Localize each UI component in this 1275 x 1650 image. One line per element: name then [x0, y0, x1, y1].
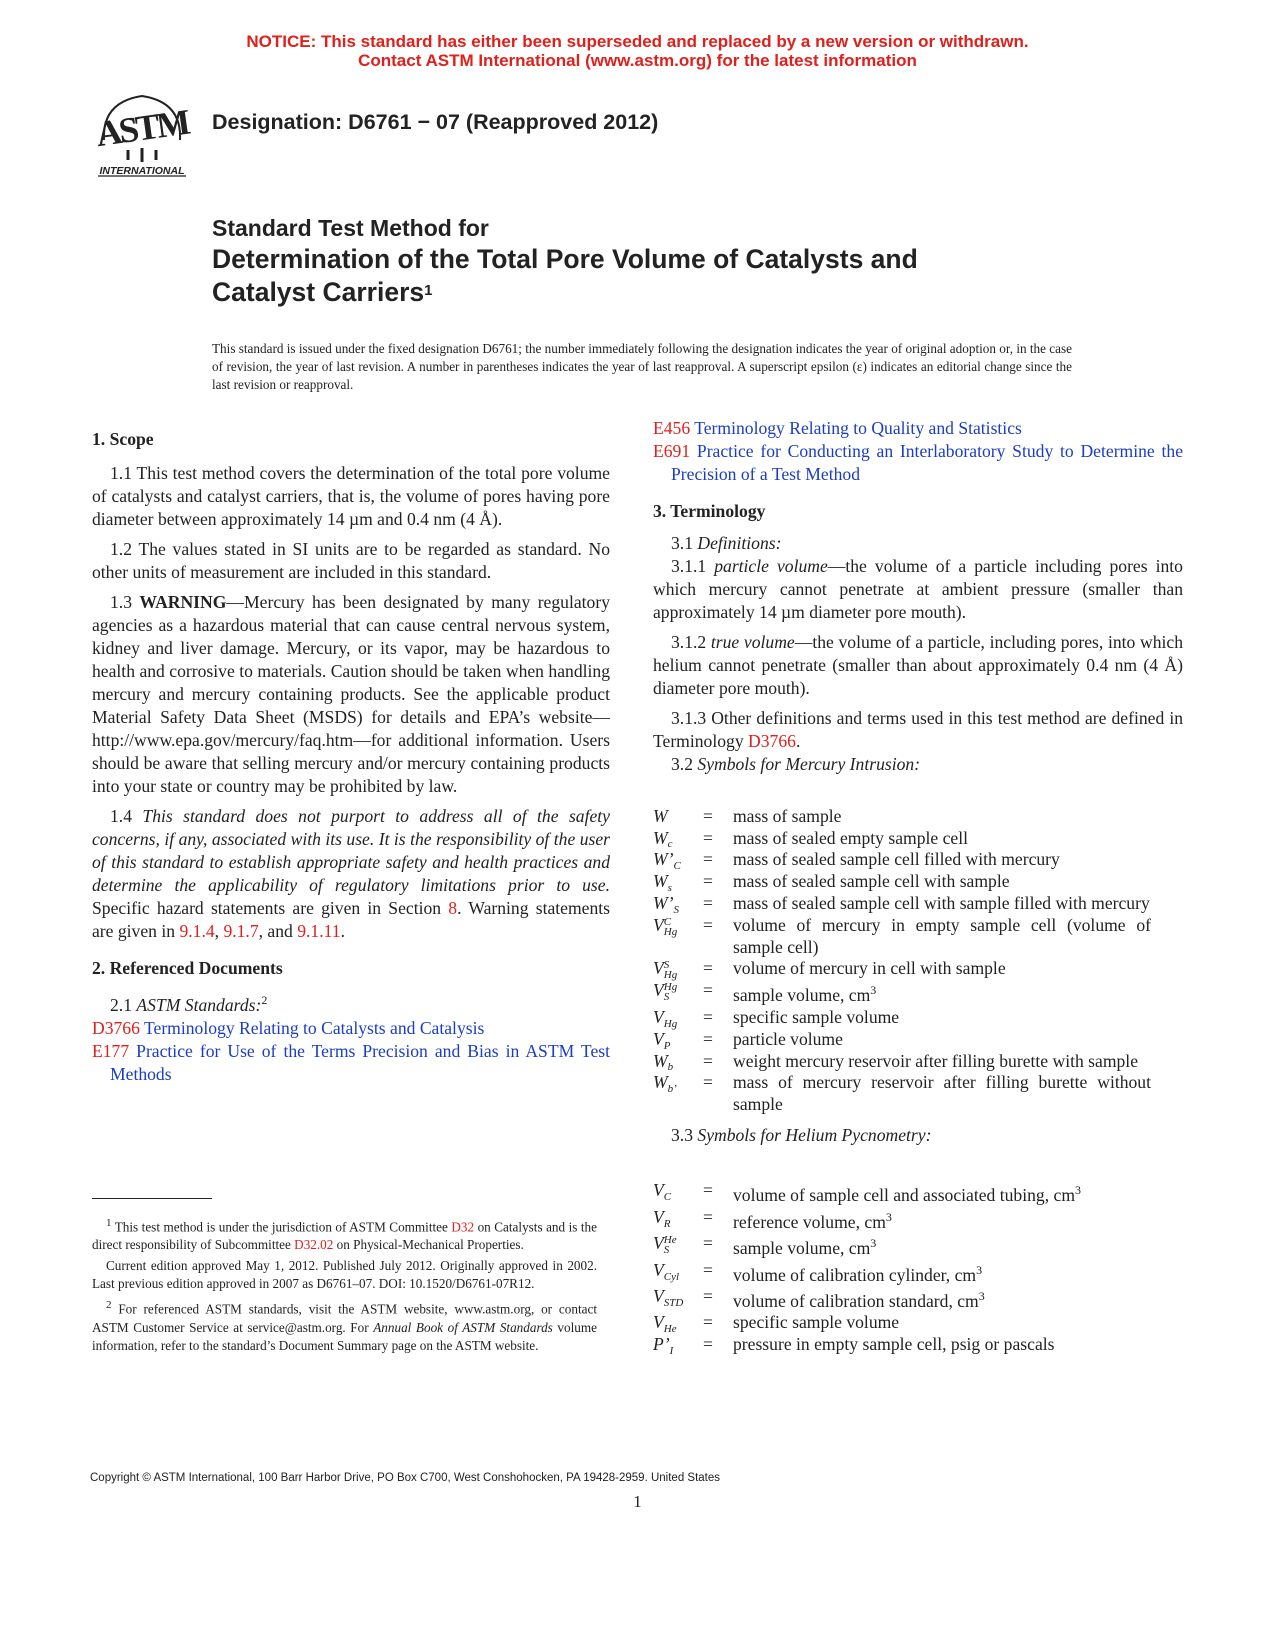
symbol-superscript: C: [663, 916, 672, 929]
symbol-equals: =: [703, 1334, 713, 1355]
footnote-2-italic: Annual Book of ASTM Standards: [373, 1319, 553, 1335]
mercury-symbols-num: 3.2: [671, 754, 698, 774]
title-line-1: Standard Test Method for: [212, 215, 489, 241]
symbol-row: [653, 915, 1151, 958]
symbol: [653, 1286, 703, 1312]
symbol-definition: [733, 1051, 1151, 1073]
symbol-subscript: He: [663, 1323, 677, 1336]
symbol-subscript: c: [667, 838, 673, 851]
symbol-definition: [733, 1180, 1151, 1206]
footnote-1-b: on Catalysts and is the direct responsibility of Subcommittee: [92, 1219, 597, 1253]
symbol: [653, 958, 703, 980]
title-line-2: Determination of the Total Pore Volume of Catalysts and: [212, 244, 918, 274]
definition-text: pressure in empty sample cell, psig or pascals: [733, 1334, 1055, 1355]
page-number: 1: [633, 1492, 642, 1511]
ref-d3766[interactable]: [92, 1017, 610, 1040]
symbol-equals: =: [703, 806, 713, 826]
symbol-equals: =: [703, 980, 713, 1001]
symbol-equals: =: [703, 1072, 713, 1093]
symbol: [653, 1180, 703, 1206]
symbol-definition: [733, 915, 1151, 958]
symbol: [653, 1260, 703, 1286]
astm-logo: [92, 82, 192, 178]
definition-unit-exponent: 3: [976, 1262, 983, 1277]
right-column: [653, 418, 1183, 1358]
symbol-equals: =: [703, 871, 713, 892]
definition-unit-exponent: 3: [870, 983, 877, 998]
symbol-scripts: [668, 1052, 674, 1072]
scope-1-3: [92, 591, 610, 798]
symbol-row: [653, 1007, 1151, 1029]
symbol: [653, 1051, 703, 1073]
symbol-equals: =: [703, 915, 713, 936]
symbol: [653, 806, 703, 828]
symbol-subscript: S: [663, 991, 670, 1004]
mercury-symbols-table: [653, 806, 1151, 1115]
scope-heading: 1. Scope: [92, 429, 154, 449]
logo-mark: ASTM: [93, 101, 191, 155]
scope-1-4-italic: This standard does not purport to address all of the safety concerns, if any, associated with its use. It is the responsibility of the user of this standard to establish appropriate safety and health practices and determine the applicability of regulatory limitations prior to use.: [92, 806, 610, 895]
symbol: [653, 1007, 703, 1029]
symbol-scripts: [664, 1288, 684, 1308]
definition-text: specific sample volume: [733, 1006, 900, 1027]
title-line-3-text: Catalyst Carriers: [212, 277, 425, 307]
ref-e177[interactable]: [92, 1040, 610, 1086]
definition-text: mass of sealed empty sample cell: [733, 827, 968, 848]
symbol-definition: [733, 1233, 1151, 1259]
symbol-definition: [733, 980, 1151, 1006]
symbol-row: [653, 828, 1151, 850]
symbol-base: W: [653, 1072, 668, 1093]
symbol-superscript: Hg: [663, 981, 678, 994]
symbol-base: V: [653, 1312, 664, 1333]
document-title: [212, 213, 1092, 309]
symbol-scripts: [664, 982, 677, 1002]
symbol-row: [653, 1312, 1151, 1334]
definition-text: volume of calibration standard, cm: [733, 1290, 979, 1311]
symbol-definition: [733, 871, 1151, 893]
symbol-row: [653, 980, 1151, 1006]
symbol-equals: =: [703, 849, 713, 870]
refdocs-sub-num: 2.1: [110, 994, 137, 1015]
designation: Designation: D6761 − 07 (Reapproved 2012): [212, 110, 659, 134]
definition-text: sample volume, cm: [733, 1238, 871, 1259]
symbol-equals: =: [703, 1028, 713, 1049]
link-d32[interactable]: D32: [451, 1219, 475, 1235]
link-9-1-11[interactable]: 9.1.11: [297, 921, 341, 941]
symbol-row: [653, 893, 1151, 915]
symbol-scripts: [664, 1262, 679, 1282]
ref-title[interactable]: Terminology Relating to Quality and Statistics: [690, 418, 1022, 438]
symbol-equals: =: [703, 827, 713, 848]
symbol-scripts: [668, 1074, 677, 1094]
symbol-base: V: [653, 1233, 664, 1254]
symbol-equals: =: [703, 1206, 713, 1227]
definition-text: volume of mercury in cell with sample: [733, 958, 1006, 979]
symbol-subscript: Cyl: [663, 1270, 680, 1283]
symbol: [653, 1072, 703, 1115]
symbol-definition: [733, 828, 1151, 850]
symbol-base: W: [653, 806, 668, 826]
symbol-scripts: [664, 1209, 671, 1229]
ref-e691[interactable]: [653, 440, 1183, 486]
symbol-equals: =: [703, 1285, 713, 1306]
def-true-volume: [653, 631, 1183, 700]
definition-text: volume of mercury in empty sample cell (volume of sample cell): [733, 915, 1151, 957]
scope-1-2: 1.2 The values stated in SI units are to be regarded as standard. No other units of measurement are included in this standard.: [92, 539, 610, 582]
scope-1-4-e: .: [340, 921, 345, 941]
footnote-divider: [92, 1198, 212, 1199]
footnote-1-mark: 1: [106, 1217, 112, 1229]
symbol-definition: [733, 1072, 1151, 1115]
symbol-equals: =: [703, 1006, 713, 1027]
issuance-statement: This standard is issued under the fixed designation D6761; the number immediately following the designation indicates the year of original adoption or, in the case of revision, the year of last revision. A number in parentheses indicates the year of last reapproval. A superscript epsilon (ε) indicates an editorial change since the last revision or reapproval.: [212, 341, 1072, 392]
symbol-definition: [733, 958, 1151, 980]
symbol: [653, 1207, 703, 1233]
symbol-definition: [733, 849, 1151, 871]
symbol-base: W: [653, 827, 668, 848]
ref-title[interactable]: Terminology Relating to Catalysts and Catalysis: [139, 1017, 485, 1038]
notice-line-2: Contact ASTM International (www.astm.org) for the latest information: [358, 51, 917, 70]
symbol-scripts: [670, 1336, 674, 1356]
notice-banner: [0, 32, 1275, 70]
symbol-base: V: [653, 1028, 664, 1049]
symbol: [653, 915, 703, 958]
symbol-definition: [733, 806, 1151, 828]
footnote-1-edition: Current edition approved May 1, 2012. Published July 2012. Originally approved in 2002. Last previous edition approved in 2007 as D6761–07. DOI: 10.1520/D6761-07R12.: [92, 1258, 597, 1292]
symbol-row: [653, 1207, 1151, 1233]
symbol: [653, 828, 703, 850]
symbol-scripts: [664, 1009, 677, 1029]
link-d32-02[interactable]: D32.02: [294, 1237, 334, 1253]
symbol-row: [653, 1051, 1151, 1073]
symbol-row: [653, 1233, 1151, 1259]
symbol: [653, 1029, 703, 1051]
helium-symbols-num: 3.3: [671, 1125, 698, 1146]
ref-code[interactable]: D3766: [92, 1017, 140, 1038]
refdocs-heading: 2. Referenced Documents: [92, 958, 283, 978]
footnote-1: [92, 1214, 597, 1254]
mercury-symbols-label: [653, 753, 1183, 776]
definition-text: mass of mercury reservoir after filling burette without sample: [733, 1072, 1151, 1114]
symbol-row: [653, 806, 1151, 828]
symbol-definition: [733, 1207, 1151, 1233]
definition-text: mass of sealed sample cell with sample filled with mercury: [733, 893, 1150, 914]
symbol-definition: [733, 1286, 1151, 1312]
symbol-scripts: [674, 851, 681, 871]
symbol: [653, 1312, 703, 1334]
definition-text: mass of sealed sample cell filled with mercury: [733, 849, 1060, 870]
symbol: [653, 1334, 703, 1356]
symbol-equals: =: [703, 1312, 713, 1333]
symbol: [653, 980, 703, 1006]
symbol-scripts: [664, 1182, 671, 1202]
scope-1-4-b: . Warning statements are given in: [92, 898, 610, 941]
notice-line-1: NOTICE: This standard has either been superseded and replaced by a new version or withdrawn.: [246, 32, 1029, 51]
symbol-base: V: [653, 980, 664, 1001]
symbol-row: [653, 1286, 1151, 1312]
symbol-scripts: [668, 873, 672, 893]
symbol-definition: [733, 1260, 1151, 1286]
symbol-row: [653, 1029, 1151, 1051]
definitions-text: Definitions:: [697, 533, 782, 553]
scope-1-4-num: 1.4: [110, 806, 143, 826]
ref-e456[interactable]: [653, 417, 1183, 440]
link-9-1-7[interactable]: 9.1.7: [223, 921, 259, 941]
symbol-equals: =: [703, 893, 713, 914]
ref-code[interactable]: E691: [653, 441, 691, 461]
footnote-2-a: For referenced ASTM standards, visit the ASTM website, www.astm.org, or contact ASTM Customer Service at service@astm.org. For: [92, 1301, 597, 1335]
symbol-base: V: [653, 1180, 664, 1201]
footnote-2-b: volume information, refer to the standard’s Document Summary page on the ASTM website.: [92, 1319, 597, 1353]
symbol-subscript: P: [663, 1039, 671, 1052]
symbol-definition: [733, 1312, 1151, 1334]
def-2-text: —the volume of a particle, including pores, into which helium cannot penetrate (smaller than about approximately 0.4 nm (4 Å) diameter pore mouth).: [653, 632, 1183, 698]
def-3-text: 3.1.3 Other definitions and terms used in this test method are defined in Terminology: [653, 708, 1183, 751]
symbol-base: W’: [653, 893, 674, 914]
symbol-row: [653, 1334, 1151, 1356]
definition-text: mass of sample: [733, 806, 842, 826]
symbol-scripts: [668, 829, 673, 849]
symbol-equals: =: [703, 1050, 713, 1071]
symbol-scripts: [664, 960, 677, 980]
symbol-scripts: [664, 1031, 671, 1051]
copyright: Copyright © ASTM International, 100 Barr Harbor Drive, PO Box C700, West Conshohocken, PA 19428-2959. United States: [90, 1472, 721, 1484]
warning-label: WARNING: [139, 592, 227, 612]
def-1-term: particle volume: [714, 556, 828, 576]
symbol-row: [653, 1180, 1151, 1206]
left-column: [92, 428, 610, 1086]
symbol-base: P’: [653, 1334, 670, 1355]
symbol-equals: =: [703, 1180, 713, 1201]
def-particle-volume: [653, 555, 1183, 624]
link-d3766[interactable]: D3766: [748, 731, 796, 751]
symbol-subscript: Hg: [663, 1017, 678, 1030]
footnote-2-mark: 2: [106, 1299, 112, 1312]
symbol-subscript: S: [663, 1244, 670, 1257]
def-2-num: 3.1.2: [671, 632, 711, 652]
footnote-2: [92, 1296, 597, 1354]
symbol-base: V: [653, 1285, 664, 1306]
definition-text: weight mercury reservoir after filling burette with sample: [733, 1050, 1138, 1071]
symbol-superscript: S: [663, 959, 670, 972]
definition-unit-exponent: 3: [885, 1209, 892, 1224]
helium-symbols-text: Symbols for Helium Pycnometry:: [697, 1125, 932, 1146]
link-section-8[interactable]: 8: [448, 898, 458, 918]
definition-unit-exponent: 3: [870, 1236, 877, 1251]
def-other: [653, 707, 1183, 753]
symbol-row: [653, 849, 1151, 871]
refdocs-sub-label: ASTM Standards:: [136, 994, 262, 1015]
symbol-base: V: [653, 915, 664, 936]
refdocs-footnote-mark[interactable]: 2: [261, 993, 268, 1007]
ref-code[interactable]: E177: [92, 1040, 130, 1061]
symbol-subscript: STD: [663, 1296, 684, 1309]
symbol-definition: [733, 1334, 1151, 1356]
definition-unit-exponent: 3: [978, 1288, 985, 1303]
scope-1-4-c: ,: [214, 921, 224, 941]
symbol-equals: =: [703, 958, 713, 979]
symbol-base: W: [653, 1050, 668, 1071]
symbol-base: W: [653, 871, 668, 892]
scope-1-4: [92, 805, 610, 943]
link-9-1-4[interactable]: 9.1.4: [179, 921, 215, 941]
definition-text: volume of sample cell and associated tubing, cm: [733, 1185, 1076, 1206]
symbol-base: V: [653, 1206, 664, 1227]
definition-text: particle volume: [733, 1028, 843, 1049]
logo-label: INTERNATIONAL: [99, 165, 185, 177]
footnote-1-c: on Physical-Mechanical Properties.: [333, 1237, 524, 1253]
def-3-end: .: [795, 731, 801, 751]
symbol-equals: =: [703, 1259, 713, 1280]
symbol-base: W’: [653, 849, 674, 870]
symbol-base: V: [653, 1259, 664, 1280]
symbol-scripts: [674, 895, 680, 915]
footnote-1-a: This test method is under the jurisdiction of ASTM Committee: [111, 1219, 452, 1235]
symbol-subscript: b: [667, 1061, 674, 1074]
mercury-symbols-text: Symbols for Mercury Intrusion:: [697, 754, 921, 774]
symbol-subscript: s: [667, 882, 672, 895]
ref-title[interactable]: Practice for Conducting an Interlaboratory Study to Determine the Precision of a Test Method: [671, 441, 1183, 484]
definitions-label: [653, 532, 1183, 555]
scope-1-3-num: 1.3: [110, 592, 140, 612]
symbol-definition: [733, 1029, 1151, 1051]
symbol-subscript: R: [663, 1217, 671, 1230]
definition-unit-exponent: 3: [1075, 1183, 1082, 1198]
symbol-scripts: [664, 1314, 677, 1334]
definition-text: reference volume, cm: [733, 1211, 886, 1232]
symbol-base: V: [653, 958, 664, 979]
helium-symbols-label: [653, 1124, 1183, 1147]
symbol: [653, 1233, 703, 1259]
symbol-definition: [733, 893, 1151, 915]
symbol-row: [653, 1072, 1151, 1115]
helium-symbols-table: [653, 1180, 1151, 1356]
symbol-superscript: He: [663, 1234, 677, 1247]
definition-text: mass of sealed sample cell with sample: [733, 871, 1010, 892]
symbol-definition: [733, 1007, 1151, 1029]
title-footnote-mark[interactable]: 1: [424, 282, 433, 299]
definitions-num: 3.1: [671, 533, 698, 553]
ref-code[interactable]: E456: [653, 418, 691, 438]
symbol-row: [653, 1260, 1151, 1286]
symbol-subscript: C: [663, 1191, 672, 1204]
ref-title[interactable]: Practice for Use of the Terms Precision and Bias in ASTM Test Methods: [110, 1040, 610, 1084]
def-2-term: true volume: [710, 632, 795, 652]
symbol-subscript: I: [669, 1345, 674, 1358]
symbol-subscript: C: [673, 860, 681, 873]
symbol-scripts: [664, 917, 677, 937]
title-line-3: [212, 276, 1092, 309]
symbol-base: V: [653, 1006, 664, 1027]
symbol: [653, 849, 703, 871]
symbol-row: [653, 958, 1151, 980]
symbol-subscript: Hg: [663, 926, 678, 939]
def-1-text: —the volume of a particle including pores into which mercury cannot penetrate at ambient pressure (smaller than approximately 14 µm diameter pore mouth).: [653, 556, 1183, 622]
symbol-subscript: b’: [667, 1083, 677, 1096]
symbol-subscript: Hg: [663, 969, 678, 982]
definition-text: sample volume, cm: [733, 985, 871, 1006]
scope-1-4-d: , and: [258, 921, 298, 941]
def-1-num: 3.1.1: [671, 556, 715, 576]
scope-1-4-a: Specific hazard statements are given in Section: [92, 898, 449, 918]
footnotes: [92, 1214, 597, 1358]
symbol-scripts: [664, 1235, 677, 1255]
symbol-row: [653, 871, 1151, 893]
scope-1-1: 1.1 This test method covers the determination of the total pore volume of catalysts and catalyst carriers, that is, the volume of pores having pore diameter between approximately 14 µm and 0.4 nm (4 Å).: [92, 463, 610, 529]
symbol: [653, 893, 703, 915]
symbol: [653, 871, 703, 893]
terminology-heading: 3. Terminology: [653, 501, 766, 521]
symbol-subscript: S: [673, 904, 680, 917]
scope-1-3-text: —Mercury has been designated by many regulatory agencies as a hazardous material that can cause central nervous system, kidney and liver damage. Mercury, or its vapor, may be hazardous to health and corrosive to materials. Caution should be taken when handling mercury and mercury containing products. See the applicable product Material Safety Data Sheet (MSDS) for details and EPA’s website—http://www.epa.gov/mercury/faq.htm—for additional information. Users should be aware that selling mercury and/or mercury containing products into your state or country may be prohibited by law.: [92, 592, 610, 796]
symbol-equals: =: [703, 1233, 713, 1254]
astm-standards-label: [92, 989, 610, 1017]
definition-text: specific sample volume: [733, 1312, 900, 1333]
definition-text: volume of calibration cylinder, cm: [733, 1264, 977, 1285]
